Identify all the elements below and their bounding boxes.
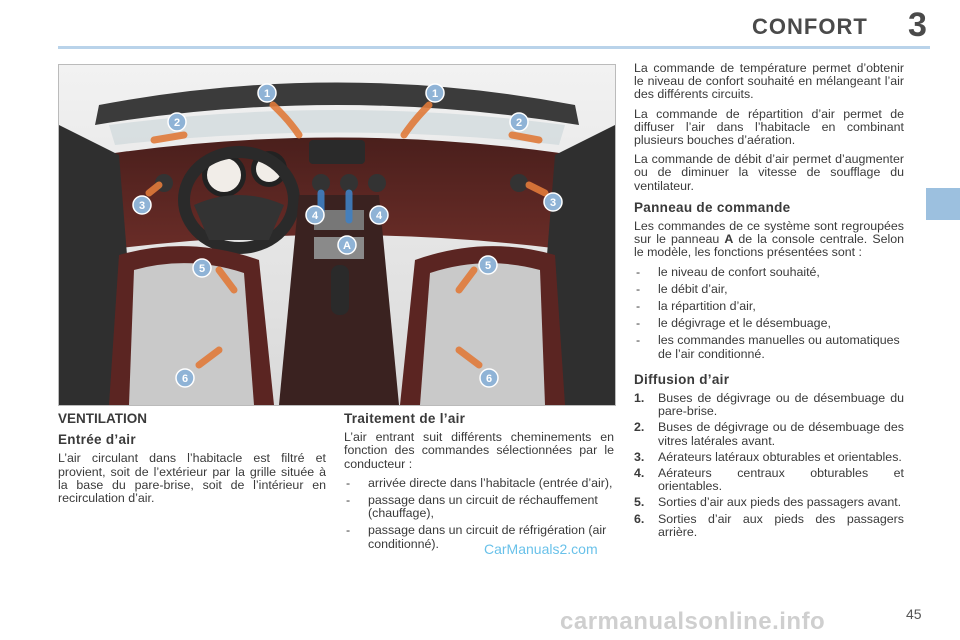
list-item: - les commandes manuelles ou automatiques de l’air conditionné. <box>634 334 904 360</box>
air-diffusion-list <box>634 392 904 539</box>
control-panel-functions <box>634 266 904 361</box>
header-rule <box>58 46 930 49</box>
item-text: Buses de dégivrage ou de désembuage des vitres latérales avant. <box>658 420 904 448</box>
panel-letter-a: A <box>724 232 734 247</box>
watermark-bottom: carmanualsonline.info <box>560 608 826 635</box>
list-item: - arrivée directe dans l’habitacle (entrée d’air), <box>344 477 614 490</box>
airflow-arrow <box>154 135 184 140</box>
item-text: Aérateurs latéraux obturables et orientables. <box>658 449 902 464</box>
steering-hub <box>194 195 284 240</box>
list-item <box>634 421 904 447</box>
item-number: 4. <box>634 466 645 481</box>
item-number: 6. <box>634 511 645 526</box>
right-column <box>634 62 904 542</box>
marker-label: 5 <box>484 260 492 272</box>
centre-display <box>309 140 365 164</box>
item-number: 2. <box>634 420 645 435</box>
marker-label: 5 <box>198 263 206 275</box>
list-item: - le débit d’air, <box>634 283 904 296</box>
vent-right-side <box>510 174 528 192</box>
list-item <box>634 513 904 539</box>
item-text: Aérateurs centraux obturables et orientables. <box>658 466 904 494</box>
list-item <box>634 451 904 464</box>
marker-label: 1 <box>263 88 271 100</box>
page-number: 45 <box>906 606 922 622</box>
item-text: Sorties d’air aux pieds des passagers avant. <box>658 495 902 510</box>
list-item <box>634 467 904 493</box>
chapter-number: 3 <box>908 6 927 44</box>
list-item: - passage dans un circuit de réfrigération (air conditionné). <box>344 524 614 550</box>
list-item <box>634 496 904 509</box>
air-treatment-intro: L’air entrant suit différents cheminements en fonction des commandes sélectionnées par le conducteur : <box>344 430 614 471</box>
airflow-arrow <box>512 135 539 140</box>
control-panel-intro <box>634 220 904 260</box>
item-text: Sorties d’air aux pieds des passagers arrière. <box>658 511 904 539</box>
vent-centre-right <box>368 174 386 192</box>
left-column <box>58 412 326 511</box>
list-item: - passage dans un circuit de réchauffement (chauffage), <box>344 494 614 520</box>
list-item <box>634 392 904 418</box>
section-title-ventilation: VENTILATION <box>58 411 147 426</box>
item-number: 1. <box>634 391 645 406</box>
marker-label: 2 <box>173 117 181 129</box>
control-panel-intro-after: de la console centrale. Selon le modèle, les fonctions présentées sont : <box>634 232 905 260</box>
section-title-air-diffusion: Diffusion d’air <box>634 371 730 387</box>
chapter-title: CONFORT <box>752 14 868 39</box>
marker-label: 4 <box>375 210 383 222</box>
cabin-ventilation-illustration <box>58 64 616 406</box>
air-treatment-list <box>344 477 614 551</box>
cabin-ventilation-drawing <box>59 65 615 405</box>
item-number: 3. <box>634 449 645 464</box>
gear-lever <box>331 265 349 315</box>
section-title-control-panel: Panneau de commande <box>634 199 791 215</box>
middle-column <box>344 412 614 555</box>
marker-label: 1 <box>431 88 439 100</box>
marker-label: 6 <box>485 373 493 385</box>
watermark-top: CarManuals2.com <box>484 541 598 557</box>
marker-label: 2 <box>515 117 523 129</box>
temperature-control-paragraph: La commande de température permet d’obtenir le niveau de confort souhaité en mélangeant l’air des différents circuits. <box>634 61 904 102</box>
vent-centre-middle <box>340 174 358 192</box>
list-item: - la répartition d’air, <box>634 300 904 313</box>
air-intake-paragraph: L’air circulant dans l’habitacle est filtré et provient, soit de l’extérieur par la grille située à la base du pare-brise, soit de l’intérieur en recirculation d’air. <box>58 451 326 506</box>
marker-label: 3 <box>138 200 146 212</box>
marker-label: A <box>343 240 351 252</box>
distribution-control-paragraph: La commande de répartition d’air permet de diffuser l’air dans l’habitacle en combinant plusieurs bouches d’aération. <box>634 106 904 148</box>
list-item: - le dégivrage et le désembuage, <box>634 317 904 330</box>
control-panel-intro-before: Les commandes de ce système sont regroupées sur le panneau <box>634 219 904 247</box>
section-title-air-treatment: Traitement de l’air <box>344 411 466 426</box>
flow-control-paragraph: La commande de débit d’air permet d’augmenter ou de diminuer la vitesse de soufflage du ventilateur. <box>634 152 904 193</box>
marker-label: 4 <box>311 210 319 222</box>
chapter-side-tab <box>926 188 960 220</box>
marker-label: 6 <box>181 373 189 385</box>
vent-centre-left <box>312 174 330 192</box>
subsection-title-air-intake: Entrée d’air <box>58 432 136 448</box>
marker-label: 3 <box>549 197 557 209</box>
list-item: - le niveau de confort souhaité, <box>634 266 904 279</box>
item-number: 5. <box>634 495 645 510</box>
item-text: Buses de dégivrage ou de désembuage du pare-brise. <box>658 391 904 419</box>
